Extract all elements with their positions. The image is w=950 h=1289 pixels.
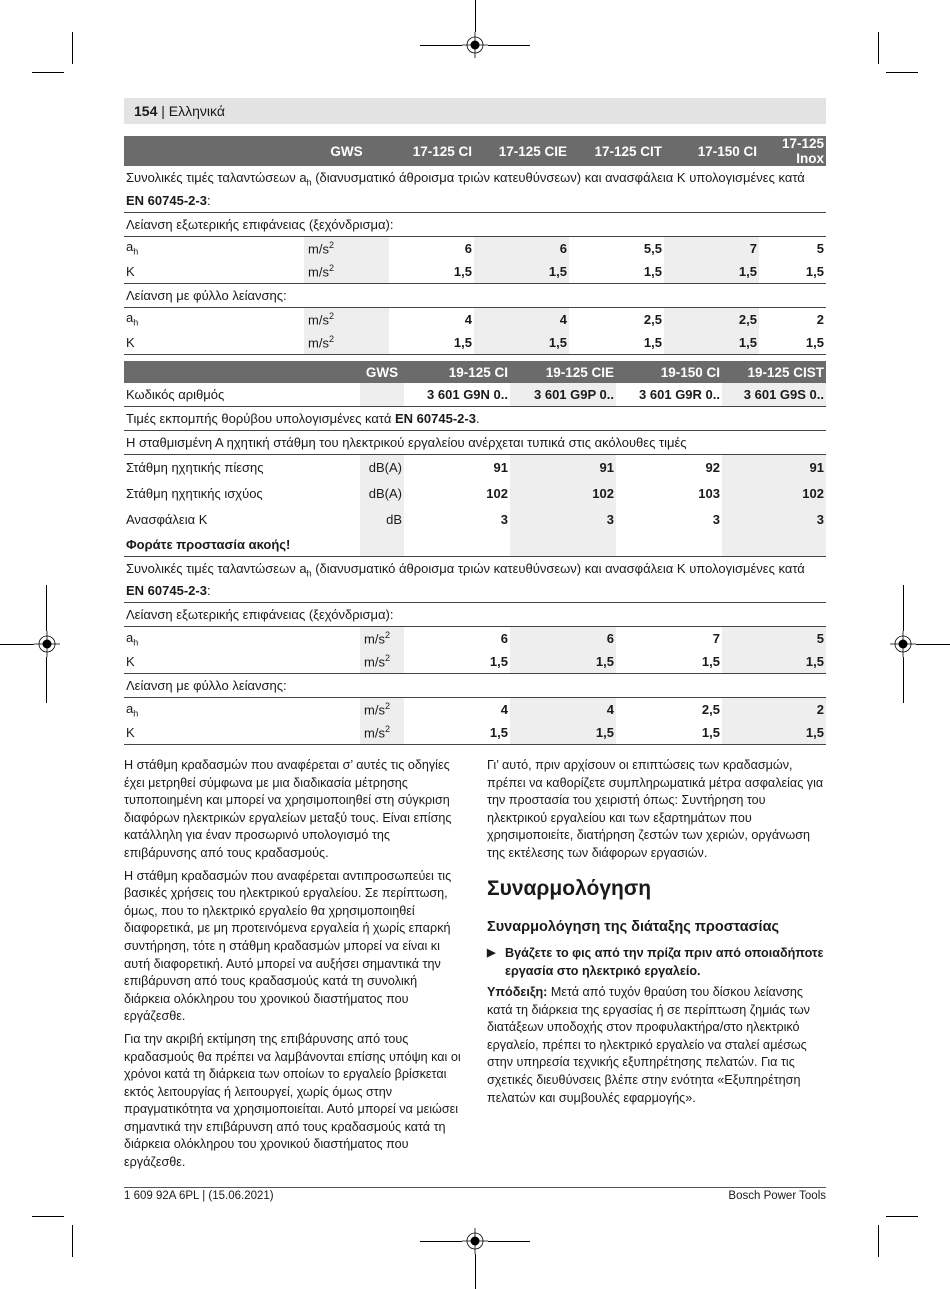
crop-mark [916, 644, 950, 645]
section-heading: Συναρμολόγηση [487, 877, 652, 900]
column-header: 19-150 CI [616, 361, 722, 383]
vibration-intro: Συνολικές τιμές ταλαντώσεων $a_h$ (διανυσματικό άθροισμα τριών κατευθύνσεων) και ανασφάλεια Κ υπολογισμένες κατά EN 60745-2-3: [124, 166, 826, 212]
table-row: $a_h$ $m/s^2$ 6 6 7 5 [124, 627, 826, 651]
table-row: $a_h$ $m/s^2$ 4 4 2,5 2,5 2 [124, 307, 826, 331]
crop-mark [878, 32, 879, 64]
crop-mark [32, 1216, 64, 1217]
column-header: 17-150 CI [664, 136, 759, 166]
table-row: Κωδικός αριθμός 3 601 G9N 0.. 3 601 G9P 0.. 3 601 G9R 0.. 3 601 G9S 0.. [124, 383, 826, 407]
page-number: 154 [134, 103, 158, 119]
footer-brand: Bosch Power Tools [728, 1190, 826, 1202]
table-row: Ανασφάλεια K dB 3 3 3 3 [124, 507, 826, 533]
group-label: Λείανση εξωτερικής επιφάνειας (ξεχόνδρισμα): [124, 603, 826, 627]
column-header: 19-125 CI [404, 361, 510, 383]
table-row: K $m/s^2$ 1,5 1,5 1,5 1,5 [124, 650, 826, 674]
paragraph: Η στάθμη κραδασμών που αναφέρεται σ’ αυτές τις οδηγίες έχει μετρηθεί σύμφωνα με μια διαδικασία μέτρησης τυποποιημένη και μπορεί να χρησιμοποιηθεί στη σύγκριση διαφόρων ηλεκτρικών εργαλείων μεταξύ τους. Είναι επίσης κατάλληλη για έναν προσωρινό υπολογισμό της επιβάρυνσης από τους κραδασμούς. [124, 758, 452, 860]
group-label: Λείανση με φύλλο λείανσης: [124, 283, 826, 307]
column-header: 19-125 CIST [722, 361, 826, 383]
crop-mark [72, 1225, 73, 1257]
footer-doc-id: 1 609 92A 6PL | (15.06.2021) [124, 1190, 274, 1202]
table-header-row [124, 361, 826, 383]
registration-mark-icon [890, 631, 916, 657]
crop-mark [420, 1241, 462, 1242]
registration-mark-icon [462, 32, 488, 58]
registration-mark-icon [34, 631, 60, 657]
column-header: 17-125 CI [389, 136, 474, 166]
crop-mark [475, 0, 476, 32]
note-paragraph: Υπόδειξη: Μετά από τυχόν θραύση του δίσκου λείανσης κατά τη διάρκεια της εργασίας ή σε περίπτωση ζημιάς των διατάξεων υποδοχής στον προφυλακτήρα/στο ηλεκτρικό εργαλείο, πρέπει το ηλεκτρικό εργαλείο να σταλεί αμέσως στην υπηρεσία τεχνικής εξυπηρέτησης πελατών. Για τις σχετικές διευθύνσεις βλέπε στην ενότητα «Εξυπηρέτηση πελατών και συμβουλές εφαρμογής». [487, 985, 810, 1105]
column-header: 17-125 CIT [569, 136, 664, 166]
crop-mark [903, 585, 904, 631]
group-label: Λείανση εξωτερικής επιφάνειας (ξεχόνδρισμα): [124, 212, 826, 236]
warning-bullet: ▶ Βγάζετε το φις από την πρίζα πριν από οποιαδήποτε εργασία στο ηλεκτρικό εργαλείο. [487, 946, 824, 978]
vibration-intro: Συνολικές τιμές ταλαντώσεων $a_h$ (διανυσματικό άθροισμα τριών κατευθύνσεων) και ανασφάλεια Κ υπολογισμένες κατά EN 60745-2-3: [124, 556, 826, 603]
column-header: 17-125 Inox [759, 136, 826, 166]
group-label: Λείανση με φύλλο λείανσης: [124, 674, 826, 698]
table-row: Στάθμη ηχητικής πίεσης dB(A) 91 91 92 91 [124, 455, 826, 481]
table-header-row [124, 136, 826, 166]
column-header: 19-125 CIE [510, 361, 616, 383]
noise-intro: Τιμές εκπομπής θορύβου υπολογισμένες κατά EN 60745-2-3. [124, 407, 826, 431]
column-header: 17-125 CIE [474, 136, 569, 166]
specs-table-19 [124, 361, 826, 745]
crop-mark [903, 657, 904, 703]
noise-note: Η σταθμισμένη Α ηχητική στάθμη του ηλεκτρικού εργαλείου ανέρχεται τυπικά στις ακόλουθες τιμές [124, 431, 826, 455]
crop-mark [488, 1241, 530, 1242]
crop-mark [886, 1216, 918, 1217]
crop-mark [46, 657, 47, 703]
left-column [124, 757, 464, 1177]
table-row: K $m/s^2$ 1,5 1,5 1,5 1,5 1,5 [124, 331, 826, 355]
registration-mark-icon [462, 1228, 488, 1254]
column-header: GWS [304, 136, 389, 166]
table-row: $a_h$ $m/s^2$ 4 4 2,5 2 [124, 698, 826, 722]
crop-mark [475, 1254, 476, 1289]
crop-mark [72, 32, 73, 64]
paragraph: Για την ακριβή εκτίμηση της επιβάρυνσης από τους κραδασμούς θα πρέπει να λαμβάνονται επίσης υπόψη και οι χρόνοι κατά τη διάρκεια των οποίων το εργαλείο βρίσκεται εκτός λειτουργίας ή λειτουργεί, χωρίς όμως στην πραγματικότητα να χρησιμοποιείται. Αυτό μπορεί να μειώσει σημαντικά την επιβάρυνση από τους κραδασμούς κατά τη διάρκεια ολόκληρου του χρονικού διαστήματος που εργάζεσθε. [124, 1031, 461, 1170]
table-row: K $m/s^2$ 1,5 1,5 1,5 1,5 1,5 [124, 260, 826, 284]
hearing-warning: Φοράτε προστασία ακοής! [124, 533, 360, 557]
table-row: $a_h$ $m/s^2$ 6 6 5,5 7 5 [124, 236, 826, 260]
page-language: Ελληνικά [168, 103, 225, 119]
table-row: K $m/s^2$ 1,5 1,5 1,5 1,5 [124, 721, 826, 745]
crop-mark [420, 45, 462, 46]
crop-mark [0, 644, 34, 645]
page-header: 154 | Ελληνικά [124, 98, 826, 124]
paragraph: Η στάθμη κραδασμών που αναφέρεται αντιπροσωπεύει τις βασικές χρήσεις του ηλεκτρικού εργαλείου. Σε περίπτωση, όμως, που το ηλεκτρικό εργαλείο θα χρησιμοποιηθεί διαφορετικά, με μη προτεινόμενα εργαλεία ή χωρίς επαρκή συντήρηση, τότε η στάθμη κραδασμών μπορεί να είναι κι αυτή διαφορετική. Αυτό μπορεί να αυξήσει σημαντικά την επιβάρυνση από τους κραδασμούς κατά τη συνολική διάρκεια ολόκληρου του χρονικού διαστήματος που εργάζεσθε. [124, 868, 452, 1024]
subsection-heading: Συναρμολόγηση της διάταξης προστασίας [487, 919, 780, 935]
crop-mark [488, 45, 530, 46]
right-column-intro [487, 757, 827, 868]
footer-rule [124, 1187, 826, 1188]
crop-mark [886, 72, 918, 73]
table-row: Στάθμη ηχητικής ισχύος dB(A) 102 102 103 102 [124, 481, 826, 507]
vibration-table-17 [124, 136, 826, 355]
crop-mark [878, 1225, 879, 1257]
column-header: GWS [360, 361, 404, 383]
crop-mark [46, 585, 47, 631]
bullet-arrow-icon: ▶ [487, 947, 496, 959]
paragraph: Γι’ αυτό, πριν αρχίσουν οι επιπτώσεις των κραδασμών, πρέπει να καθορίζετε συμπληρωματικά μέτρα ασφαλείας για την προστασία του χειριστή όπως: Συντήρηση του ηλεκτρικού εργαλείου και των εξαρτημάτων που χρησιμοποιείτε, διατήρηση ζεστών των χεριών, οργάνωση της εκτέλεσης των διάφορων εργασιών. [487, 758, 824, 860]
crop-mark [32, 72, 64, 73]
